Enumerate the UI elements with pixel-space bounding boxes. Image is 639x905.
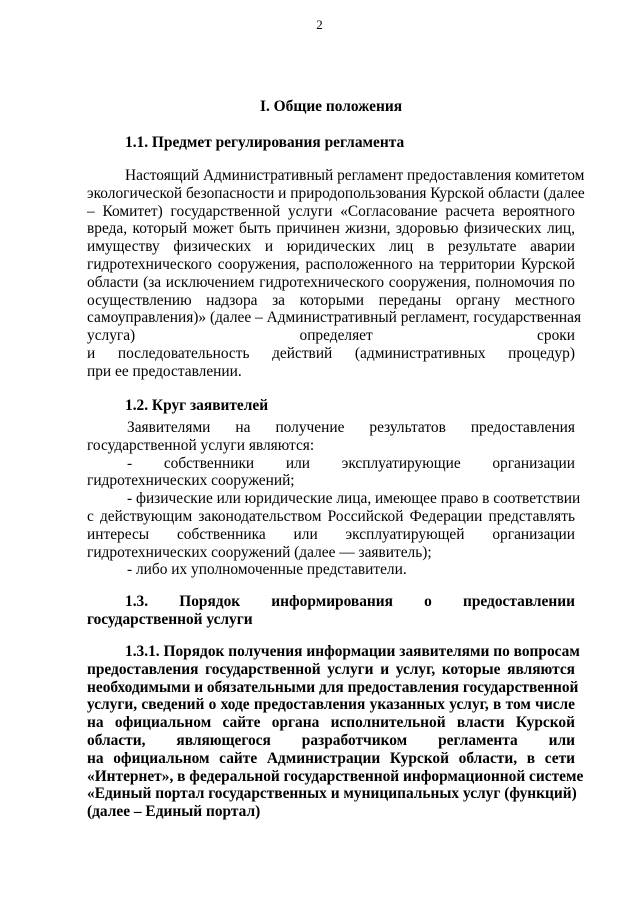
- text-line: и последовательность действий (административных процедур): [87, 344, 575, 362]
- text-line: (далее – Единый портал): [87, 803, 261, 821]
- text-line: – Комитет) государственной услуги «Согласование расчета вероятного: [87, 202, 575, 220]
- section-title: I. Общие положения: [259, 98, 403, 115]
- heading-1-1: 1.1. Предмет регулирования регламента: [125, 134, 405, 151]
- text-line: услуга) определяет сроки: [87, 327, 575, 345]
- paragraph-1-3-1: [87, 643, 584, 821]
- text-line: «Интернет», в федеральной государственной информационной системе: [87, 767, 584, 785]
- text-line: имуществу физических и юридических лиц в результате аварии: [87, 238, 575, 256]
- text-line: гидротехнических сооружений;: [87, 472, 295, 490]
- page-number: 2: [316, 17, 323, 32]
- text-line: - физические или юридические лица, имеющее право в соответствии: [127, 490, 581, 508]
- text-line: осуществлению надзора за которыми переданы органу местного: [87, 291, 575, 309]
- text-line: на официальном сайте Администрации Курской области, в сети: [87, 749, 575, 767]
- text-line: вреда, который может быть причинен жизни, здоровью физических лиц,: [87, 220, 575, 238]
- text-line: необходимыми и обязательными для предоставления государственной: [87, 678, 579, 696]
- heading-line: государственной услуги: [87, 610, 253, 628]
- text-line: на официальном сайте органа исполнительной власти Курской: [87, 714, 575, 732]
- paragraph-1-1: [87, 167, 585, 381]
- text-line: гидротехнического сооружения, расположенного на территории Курской: [87, 255, 575, 273]
- heading-1-3: [87, 593, 575, 629]
- text-line: гидротехнических сооружений (далее –– заявитель);: [87, 543, 432, 561]
- text-line: - собственники или эксплуатирующие организации: [127, 454, 575, 472]
- text-line: услуги, сведений о ходе предоставления указанных услуг, в том числе: [87, 696, 575, 714]
- text-line: - либо их уполномоченные представители.: [127, 561, 407, 579]
- text-line: области (за исключением гидротехнического сооружения, полномочия по: [87, 273, 575, 291]
- text-line: 1.3.1. Порядок получения информации заявителями по вопросам: [125, 643, 580, 660]
- text-line: при ее предоставлении.: [87, 362, 242, 380]
- paragraph-1-2: [87, 419, 581, 579]
- text-line: интересы собственника или эксплуатирующей организации: [87, 525, 575, 543]
- text-line: «Единый портал государственных и муниципальных услуг (функций): [87, 785, 577, 803]
- text-line: экологической безопасности и природопользования Курской области (далее: [87, 184, 585, 202]
- heading-1-2: 1.2. Круг заявителей: [125, 397, 269, 414]
- heading-line: 1.3. Порядок информирования о предоставлении: [125, 593, 575, 610]
- text-line: предоставления государственной услуги и услуг, которые являются: [87, 660, 575, 678]
- text-line: с действующим законодательством Российской Федерации представлять: [87, 507, 575, 525]
- text-line: области, являющегося разработчиком регламента или: [87, 731, 575, 749]
- text-line: Заявителями на получение результатов предоставления: [127, 419, 575, 436]
- text-line: Настоящий Административный регламент предоставления комитетом: [125, 167, 585, 184]
- text-line: самоуправления)» (далее – Административный регламент, государственная: [87, 309, 582, 327]
- text-line: государственной услуги являются:: [87, 436, 315, 454]
